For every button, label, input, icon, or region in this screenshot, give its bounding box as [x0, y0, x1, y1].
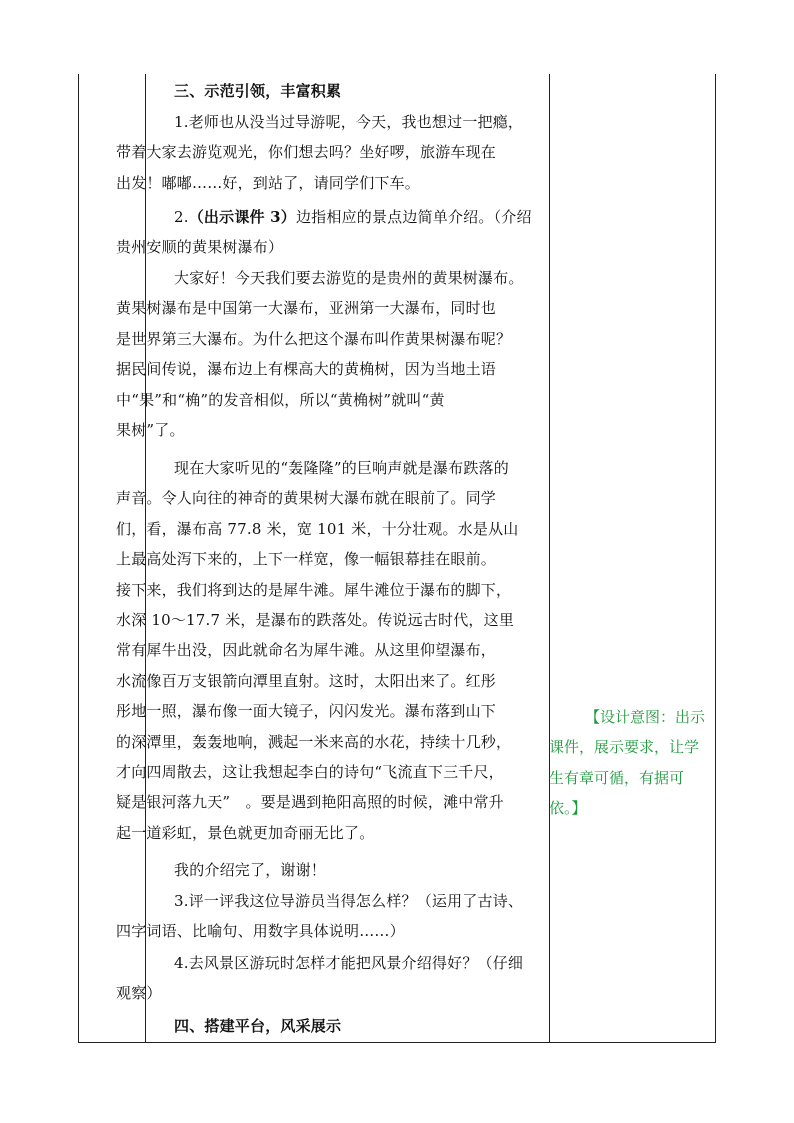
table-divider-2: [549, 74, 550, 1043]
paragraph-3: 大家好！今天我们要去游览的是贵州的黄果树瀑布。 黄果树瀑布是中国第一大瀑布，亚洲第一大瀑布，同时也 是世界第三大瀑布。为什么把这个瀑布叫作黄果树瀑布呢？ 据民间传说，瀑布边上有棵高大的黄桷树，因为当地土语 中“果”和“桷”的发音相似，所以“黄桷树”就叫“黄 果树”了。: [116, 269, 524, 440]
table-border-right: [715, 74, 716, 1043]
teaching-content-cell: [116, 74, 549, 1043]
paragraph-4: 现在大家听见的“轰隆隆”的巨响声就是瀑布跌落的 声音。令人向往的神奇的黄果树大瀑布就在眼前了。同学 们，看，瀑布高 77.8 米，宽 101 米，十分壮观。水是从山 上最高处泻下来的，上下一样宽，像一幅银幕挂在眼前。 接下来，我们将到达的是犀牛滩。犀牛滩位于瀑布的脚下， 水深 10～17.7 米，是瀑布的跌落处。传说远古时代，这里 常有犀牛出没，因此就命名为犀牛滩。从这里仰望瀑布， 水流像百万支银箭向潭里直射。这时，太阳出来了。红彤 彤地一照，瀑布像一面大镜子，闪闪发光。瀑布落到山下 的深潭里，轰轰地响，溅起一米来高的水花，持续十几秒， 才向四周散去，这让我想起李白的诗句“飞流直下三千尺， 疑是银河落九天” 。要是遇到艳阳高照的时候，滩中常升 起一道彩虹，景色就更加奇丽无比了。: [116, 459, 519, 842]
design-intent-note: 【设计意图：出示 课件，展示要求，让学 生有章可循，有据可 依。】: [549, 708, 706, 818]
paragraph-5: 我的介绍完了，谢谢！: [174, 861, 327, 879]
courseware-label: （出示课件 3）: [188, 208, 296, 226]
paragraph-6: 3.评一评我这位导游员当得怎么样？（运用了古诗、 四字词语、比喻句、用数字具体说明……）: [116, 892, 524, 941]
paragraph-1: 1.老师也从没当过导游呢，今天，我也想过一把瘾， 带着大家去游览观光，你们想去吗？坐好啰，旅游车现在 出发！嘟嘟……好，到站了，请同学们下车。: [116, 113, 524, 192]
section4-heading: 四、搭建平台，风采展示: [174, 1017, 342, 1035]
table-border-left: [78, 74, 79, 1043]
section3-heading: 三、示范引领，丰富积累: [174, 82, 342, 100]
paragraph-2: 2.（出示课件 3）边指相应的景点边简单介绍。（介绍 贵州安顺的黄果树瀑布）: [116, 208, 532, 257]
lesson-table: [78, 74, 716, 1043]
paragraph-7: 4.去风景区游玩时怎样才能把风景介绍得好？（仔细 观察）: [116, 954, 524, 1003]
